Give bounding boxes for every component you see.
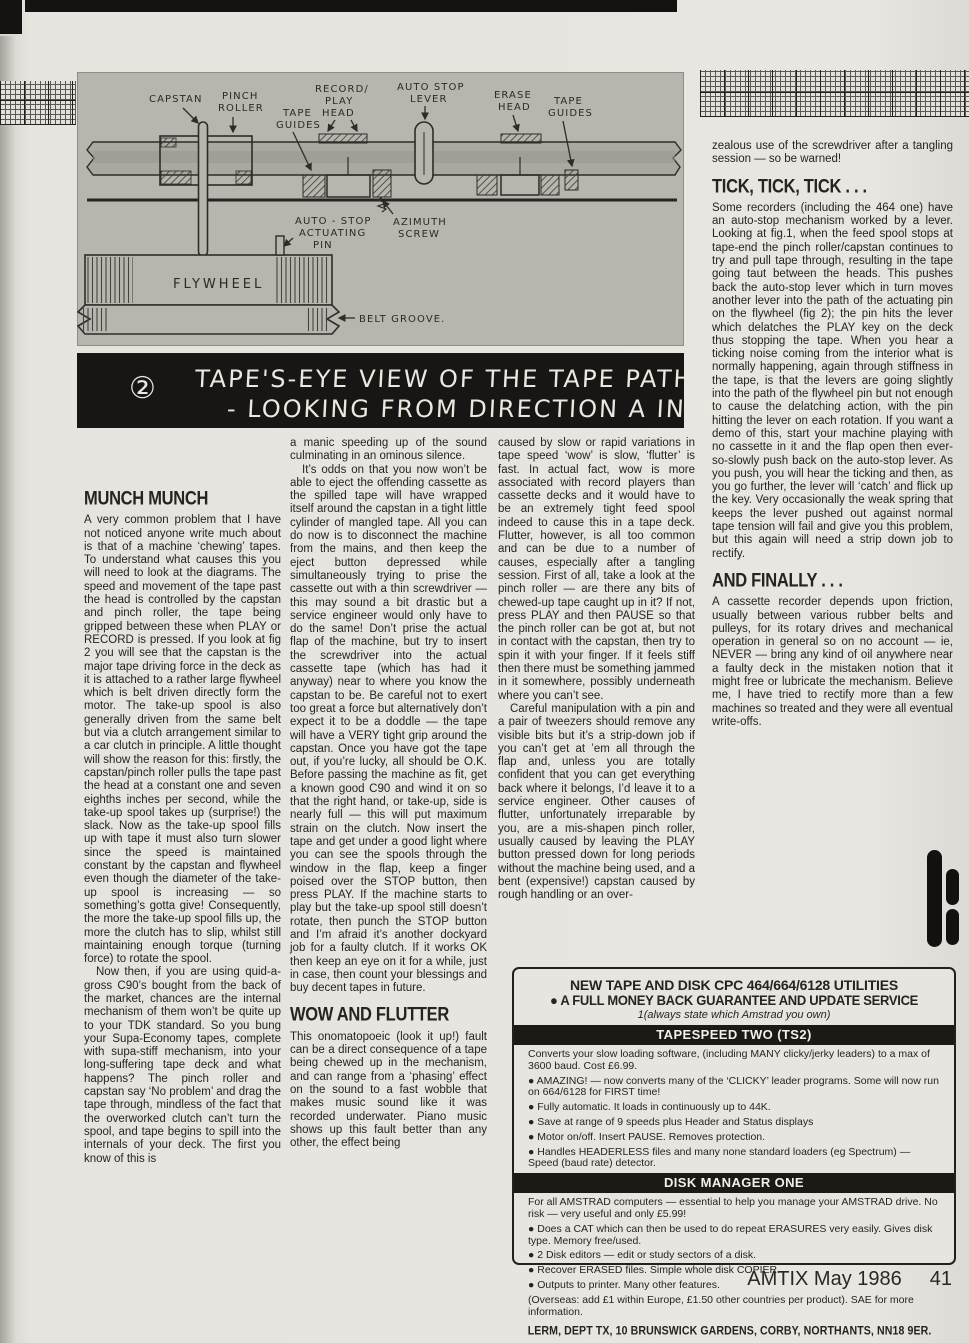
- advert-bullet: ● Recover ERASED files. Simple whole disk COPIER.: [528, 1264, 781, 1277]
- erase-mount-right: [541, 175, 559, 195]
- advert-overseas: (Overseas: add £1 within Europe, £1.50 other countries per product). SAE for more information.: [528, 1293, 914, 1318]
- record-head-bracket: [319, 134, 367, 143]
- label-azimuth-2: SCREW: [398, 229, 440, 240]
- label-actuating-pin-3: PIN: [313, 240, 333, 251]
- article-column-3: [498, 437, 695, 902]
- diskmanager-bar: DISK MANAGER ONE: [514, 1173, 954, 1193]
- erase-mount-left: [477, 175, 497, 195]
- pinch-hatch-2: [161, 171, 191, 184]
- rim-hatch-right: [305, 308, 329, 331]
- paragraph: A very common problem that I have not noticed anyone write much about is that of a machine ‘chewing’ tapes. To understand what causes this you will need to look at the diagrams. The speed and movement of the tape past the head is controlled by the capstan and pinch roller, the tape being gripped between these when PLAY or RECORD is pressed. If you look at fig 2 you will see that the capstan is the major tape driving force in the deck as it is attached to a rather large flywheel which is belt driven directly form the motor. The take-up spool is also generally driven from the same belt but via a clutch arrangement similar to a car clutch in principle. A little thought will show the reason for this: firstly, the capstan/pinch roller pulls the tape past the head at a constant one and seven eighths inches per second, while the take-up spool takes up (surprise!) the slack. Now as the take-up spool fills up with tape it must also turn slower since the speed is maintained constant by the capstan and flywheel even though the diameter of the take-up spool is increasing — so something’s gotta give! Consequently, the more the take-up spool fills up, the more the clutch has to slip, whilst still maintaining enough torque (turning force) to rotate the spool.: [84, 514, 281, 966]
- heading-and-finally: AND FINALLY . . .: [712, 569, 843, 592]
- record-play-head: [327, 175, 370, 197]
- paragraph: It’s odds on that you now won’t be able to eject the offending cassette as the spilled tape will have wrapped itself around the capstan in a tight little cylinder of mangled tape. All you can do now is to disconnect the machine from the mains, and then keep the eject button depressed while simultaneously trying to prise the cassette out with a thin screwdriver — this may sound a bit drastic but a service engineer would only have to do the same! Don’t prise the actual flap of the machine, but try to insert the screwdriver into the actual cassette tape (which has had it anyway) near to where you know the capstan to be. Be careful not to exert too great a force but alternatively don’t expect it to be a doddle — the tape will have a VERY tight grip around the capstan. Once you have got the tape out, if you’re lucky, all should be O.K. Before passing the machine as fit, get a known good C90 and wind it on so that the right hand, or take-up, side is nearly full — this will put maximum strain on the clutch. Now insert the tape and get under a good light where you can see the spools through the window in the flap, keep a finger poised over the STOP button, then press PLAY. If the machine starts to play but the take-up spool still doesn’t rotate, then punch the STOP button and I’m afraid it’s another dockyard job for a faulty clutch. If it works OK then keep an eye on it for a while, just in case, then count your blessings and buy decent tapes in future.: [290, 463, 487, 995]
- label-erase-1: ERASE: [494, 90, 532, 101]
- advert-bullet: ● 2 Disk editors — edit or study sectors of a disk.: [528, 1249, 757, 1262]
- halftone-grid-left: [0, 81, 76, 125]
- flywheel-rim: [78, 305, 339, 334]
- pinch-hatch-3: [236, 171, 251, 184]
- label-azimuth-1: AZIMUTH: [393, 217, 447, 228]
- erase-head: [501, 175, 539, 195]
- decorative-bar: [946, 869, 959, 905]
- label-capstan: CAPSTAN: [149, 94, 203, 105]
- paragraph: caused by slow or rapid variations in tape speed ‘wow’ is slow, ‘flutter’ is fast. In actual fact, wow is more associated with record players than cassette decks and it would have to be an extremely tight feed spool indeed to cause this in a tape deck. Flutter, however, is all too common and can be due to a number of causes, especially after a tangling session. First of all, take a look at the pinch roller — are there any bits of chewed-up tape caught up in it? If not, press PLAY and then PAUSE so that the pinch roller can be got at, but not in contact with the capstan, then try to spin it with your finger. If it feels stiff then there must be something jammed in it somewhere, possibly underneath where you can’t see.: [498, 437, 695, 702]
- advert-bullet: ● Motor on/off. Insert PAUSE. Removes protection.: [528, 1130, 766, 1143]
- paragraph: This onomatopoeic (look it up!) fault can be a direct consequence of a tape being chewed up in the mechanism, and can range from a ‘phasing’ effect on the sound to a fast wobble that makes music sound like it was recorded underwater. Piano music shows up this fault better than any other, the effect being: [290, 1030, 487, 1150]
- label-erase-2: HEAD: [498, 102, 531, 113]
- flywheel-hatch-right: [275, 257, 330, 303]
- halftone-grid-right: [700, 70, 969, 117]
- page-footer: [660, 1268, 952, 1291]
- figure-number: ②: [129, 371, 156, 406]
- diskmanager-body: [514, 1193, 954, 1318]
- heading-tick-tick-tick: TICK, TICK, TICK . . .: [712, 175, 867, 197]
- advert-text: Converts your slow loading software, (including MANY clicky/jerky leaders) to a max of 3600 baud. Cost £6.99.: [528, 1048, 930, 1072]
- advert-bullet: ● Handles HEADERLESS files and many none standard loaders (eg Spectrum) — Speed (baud rate) detector.: [528, 1145, 911, 1170]
- label-pinch-1: PINCH: [222, 91, 259, 102]
- article-column-2: [290, 437, 487, 1150]
- label-actuating-pin-2: ACTUATING: [299, 228, 367, 239]
- caption-line-2: - LOOKING FROM DIRECTION A IN ①: [226, 395, 720, 423]
- label-flywheel: FLYWHEEL: [173, 277, 265, 292]
- label-tape-guides-right-2: GUIDES: [548, 108, 593, 119]
- advert-bullet: ● AMAZING! — now converts many of the ‘CLICKY’ leader programs. Some will now run on 664/6128 for FIRST time!: [528, 1074, 939, 1099]
- advert-bullet: ● Outputs to printer. Many other features.: [528, 1278, 720, 1291]
- paragraph: zealous use of the screwdriver after a tangling session — so be warned!: [712, 140, 953, 166]
- heading-wow-and-flutter: WOW AND FLUTTER: [290, 1004, 449, 1026]
- paragraph: A cassette recorder depends upon friction, usually between various rubber belts and pulleys, for its rotary drives and mechanical operation in general so on no account — ie, NEVER — bring any kind of oil anywhere near a faulty deck in the mistaken notion that it might free or lubricate the mechanism. Believe me, I have tried to rectify more than a few machines so treated and they were all eventual write-offs.: [712, 596, 953, 728]
- figure-caption-bar: [77, 353, 720, 428]
- tapespeed-body: [514, 1045, 954, 1170]
- label-auto-stop-lever-2: LEVER: [410, 94, 448, 105]
- heading-munch-munch: MUNCH MUNCH: [84, 487, 209, 510]
- erase-head-bracket: [501, 134, 541, 143]
- label-tape-guides-left-2: GUIDES: [276, 120, 321, 131]
- label-auto-stop-lever-1: AUTO STOP: [397, 82, 465, 93]
- caption-line-1: TAPE'S-EYE VIEW OF THE TAPE PATH -: [194, 365, 715, 393]
- tapespeed-bar: TAPESPEED TWO (TS2): [514, 1025, 954, 1045]
- tape-shading: [93, 151, 675, 163]
- top-rule: [25, 0, 677, 12]
- decorative-bar: [946, 909, 959, 945]
- paragraph: Now then, if you are using quid-a-gross C90’s bought from the back of the market, chances are the internal mechanism of them won’t be quite up to your TDK standard. So you bung your Supa-Economy tapes, complete with supa-stiff mechanism, into your long-suffering tape deck and what happens? The pinch roller and capstan say ‘No problem’ and drag the tape through, mindless of the fact that the overworked clutch can’t turn the spool, and tape begins to spill into the internals of your deck. The first you know of this is: [84, 966, 281, 1165]
- advert-address: LERM, DEPT TX, 10 BRUNSWICK GARDENS, CORBY, NORTHANTS, NN18 9ER.: [527, 1325, 932, 1338]
- label-belt-groove: BELT GROOVE.: [359, 314, 446, 325]
- advert-bullet: ● Does a CAT which can then be used to do repeat ERASURES very easily. Gives disk type. Memory free/used.: [528, 1222, 933, 1247]
- flywheel-hatch-left: [87, 257, 133, 303]
- article-column-1: [84, 487, 281, 1166]
- label-actuating-pin-1: AUTO - STOP: [295, 216, 372, 227]
- tape-path-drawing: [77, 72, 684, 346]
- decorative-bar: [927, 850, 942, 947]
- label-tape-guides-right-1: TAPE: [554, 96, 583, 107]
- label-record-2: PLAY: [325, 96, 354, 107]
- paragraph: a manic speeding up of the sound culminating in an ominous silence.: [290, 437, 487, 463]
- advert-bullet: ● Save at range of 9 speeds plus Header and Status displays: [528, 1115, 814, 1128]
- advert-text: For all AMSTRAD computers — essential to help you manage your AMSTRAD drive. No risk — very useful and only £5.99!: [528, 1196, 938, 1220]
- record-head-mount-left: [303, 175, 325, 197]
- article-column-right: [712, 140, 953, 729]
- advert-title: NEW TAPE AND DISK CPC 464/664/6128 UTILITIES: [569, 977, 899, 993]
- tape-guide-right-block: [565, 170, 578, 190]
- advert-subtitle: ● A FULL MONEY BACK GUARANTEE AND UPDATE SERVICE: [549, 992, 919, 1009]
- pinch-hatch-1: [161, 138, 176, 147]
- label-tape-guides-left-1: TAPE: [283, 108, 312, 119]
- azimuth-screw-block: [373, 170, 391, 197]
- paragraph: Careful manipulation with a pin and a pair of tweezers should remove any visible bits but it’s a strip-down job if you can’t get at ’em all through the flap and, unless you are totally confident that you can get everything back where it belongs, I’d leave it to a service engineer. Other causes of flutter, unfortunately irreparable by you, are a mis-shapen pinch roller, usually caused by leaving the PLAY button pressed down for long periods without the machine being used, and a bent (expensive!) capstan caused by rough handling or an over-: [498, 702, 695, 902]
- figure-tape-path-diagram: [77, 72, 684, 346]
- page-number: 41: [929, 1268, 952, 1290]
- paragraph: Some recorders (including the 464 one) have an auto-stop mechanism worked by a lever. Looking at fig.1, when the feed spool stops at tape-end the pinch roller/capstan continues to try and pull tape through, resulting in the tape going taut between the heads. This pushes back the auto-stop lever which in turn moves another lever into the path of the actuating pin on the flywheel (fig 2); the pin hits the lever which delatches the PLAY key on the deck thus stopping the tape. When you hear a ticking noise coming from the interior what is normally happening, again through stiffness in the tape, is that the levers are going slightly into the path of the flywheel pin but not enough to cause the delatching action, with the pin hitting the lever on each rotation. If you want a demo of this, start your machine playing with no cassette in it and the flap open then ever-so-slowly push back on the auto-stop lever. As you push, you will hear the ticking and then, as you go further, the lever will ‘catch’ and flick up the key. Very occasionally the weak spring that keeps the lever pushed out against normal tape tension will fail and give you this problem, but this again will need a strip down job to rectify.: [712, 201, 953, 560]
- magazine-name: AMTIX May 1986: [747, 1268, 902, 1290]
- page-edge-shadow: [0, 36, 16, 1343]
- capstan-shaft: [199, 122, 208, 256]
- corner-block: [0, 0, 22, 34]
- advert-note: 1(always state which Amstrad you own): [637, 1009, 831, 1021]
- rim-hatch-left: [83, 308, 107, 331]
- advert-bullet: ● Fully automatic. It loads in continuously up to 44K.: [528, 1101, 771, 1114]
- label-record-1: RECORD/: [315, 84, 369, 95]
- label-record-3: HEAD: [322, 108, 355, 119]
- label-pinch-2: ROLLER: [218, 103, 264, 114]
- actuating-pin: [276, 236, 284, 255]
